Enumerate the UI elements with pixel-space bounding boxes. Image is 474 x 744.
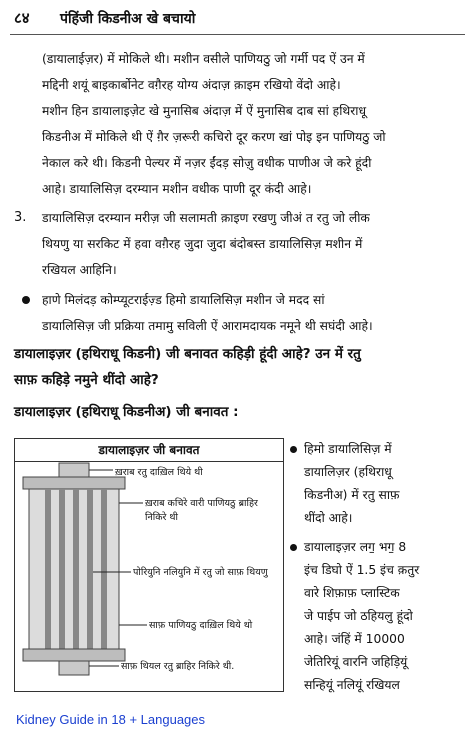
fiber-tube <box>45 489 51 649</box>
fiber-tube <box>73 489 79 649</box>
text-line: डायालिज़र (हथिराधू <box>304 465 392 479</box>
text-line: जेतिरियूं वारनि जहिड़ियूं <box>304 655 408 669</box>
fiber-tube <box>101 489 107 649</box>
footer-link[interactable]: Kidney Guide in 18 + Languages <box>16 712 206 727</box>
text-line: आहे। जंहिं में 10000 <box>304 632 405 646</box>
text-line: नेकाल करे थी। किडनी पेल्यर में नज़र ईंदड़ सोज़ु वधीक पाणीअ जे करे हूंदी <box>42 156 372 170</box>
figure-label: साफ़ थियल रतु ब्राहिर निकिरे थी. <box>121 661 235 672</box>
figure-label: ख़राब रतु दाख़िल थिये थी <box>115 467 203 478</box>
top-header <box>23 477 125 489</box>
text-line: डायालाइज़र लग॒ भग॒ 8 <box>304 540 407 554</box>
text-line: डायालिसिज़ जी प्रक्रिया तमामु सविली ऐं आरामदायक नमूने थी सघंदी आहे। <box>42 319 373 333</box>
text-line: किडनीअ में मोकिले थी ऐं ग़ैर ज़रूरी कचिरो दूर करण खां पोइ इन पाणियठु जो <box>42 130 386 144</box>
text-line: रखियल आहिनि। <box>42 263 117 277</box>
bottom-header <box>23 649 125 661</box>
text-line: किडनीअ) में रतु साफ़ <box>304 488 400 502</box>
header-rule <box>10 34 465 35</box>
figure-label: पोरियुनि नलियुनि में रतु जो साफ़ थियणु <box>133 567 268 578</box>
intro-paragraph <box>42 46 464 202</box>
text-line: आहे। डायालिसिज़ दरम्यान मशीन वधीक पाणी दूर कंदी आहे। <box>42 182 312 196</box>
point-number: 3. <box>14 210 27 225</box>
text-line: हाणे मिलंदड़ कोम्प्यूटराईज़्ड हिमो डायालिसिज़ मशीन जे मदद सां <box>42 293 325 307</box>
text-line: मद्दिनी शयूं बाइकार्बोनेट वग़ैरह योग्य अंदाज़ क़ाइम रखियो वेंदो आहे। <box>42 78 341 92</box>
text-line: सन्हियूं नलियूं रखियल <box>304 678 400 692</box>
text-line: हिमो डायालिसिज़ में <box>304 442 392 456</box>
figure-label: ख़राब कचिरे वारी पाणियठु ब्राहिर <box>145 498 258 509</box>
bullet-icon <box>290 446 297 453</box>
text-line: थियणु या सरकिट में हवा वग़ैरह जुदा जुदा बंदोबस्त डायालिसिज़ मशीन में <box>42 237 363 251</box>
blood-outlet-cap <box>59 661 89 675</box>
running-header-title: पंहिंजी किडनीअ खे बचायो <box>60 11 196 27</box>
side-bullet-1 <box>304 438 464 530</box>
page-number: ८४ <box>14 9 30 27</box>
figure-label: साफ़ पाणियठु दाख़िल थिये थो <box>149 620 253 631</box>
blood-inlet-cap <box>59 463 89 477</box>
text-line: डायालाइज़र (हथिराधू किडनी) जी बनावत कहिड़ी हूंदी आहे? उन में रतु <box>14 346 361 362</box>
text-line: साफ़ कहिड़े नमुने थींदो आहे? <box>14 372 159 388</box>
modern-machine-paragraph <box>42 287 464 339</box>
question-heading <box>14 341 466 393</box>
text-line: मशीन हिन डायालाइज़ेट खे मुनासिब अंदाज़ में ऐं मुनासिब दाब सां हथिराधू <box>42 104 367 118</box>
text-line: (डायालाईज़र) में मोकिले थी। मशीन वसीले पाणियठु जो गर्मी पद ऐं उन में <box>42 52 365 66</box>
bullet-icon <box>22 296 30 304</box>
text-line: वारे शिफ़ाफ़ प्लास्टिक <box>304 586 400 600</box>
section-subheading: डायालाइज़र (हथिराधू किडनीअ) जी बनावत : <box>14 404 239 420</box>
side-bullet-2 <box>304 536 464 697</box>
fiber-tube <box>59 489 65 649</box>
text-line: इंच डिघो ऐं 1.5 इंच क़तुर <box>304 563 420 577</box>
text-line: डायालिसिज़ दरम्यान मरीज़ जी सलामती क़ाइण रखणु जीअं त रतु जो लीक <box>42 211 370 225</box>
figure-title: डायालाइज़र जी बनावत <box>15 439 283 462</box>
figure-label: निकिरे थी <box>145 512 178 523</box>
bullet-icon <box>290 544 297 551</box>
point-3-paragraph <box>42 205 464 283</box>
dialyzer-figure <box>14 438 284 692</box>
text-line: थींदो आहे। <box>304 511 353 525</box>
fiber-tube <box>87 489 93 649</box>
text-line: जे पाईप जो ठहियलु हूंदो <box>304 609 413 623</box>
